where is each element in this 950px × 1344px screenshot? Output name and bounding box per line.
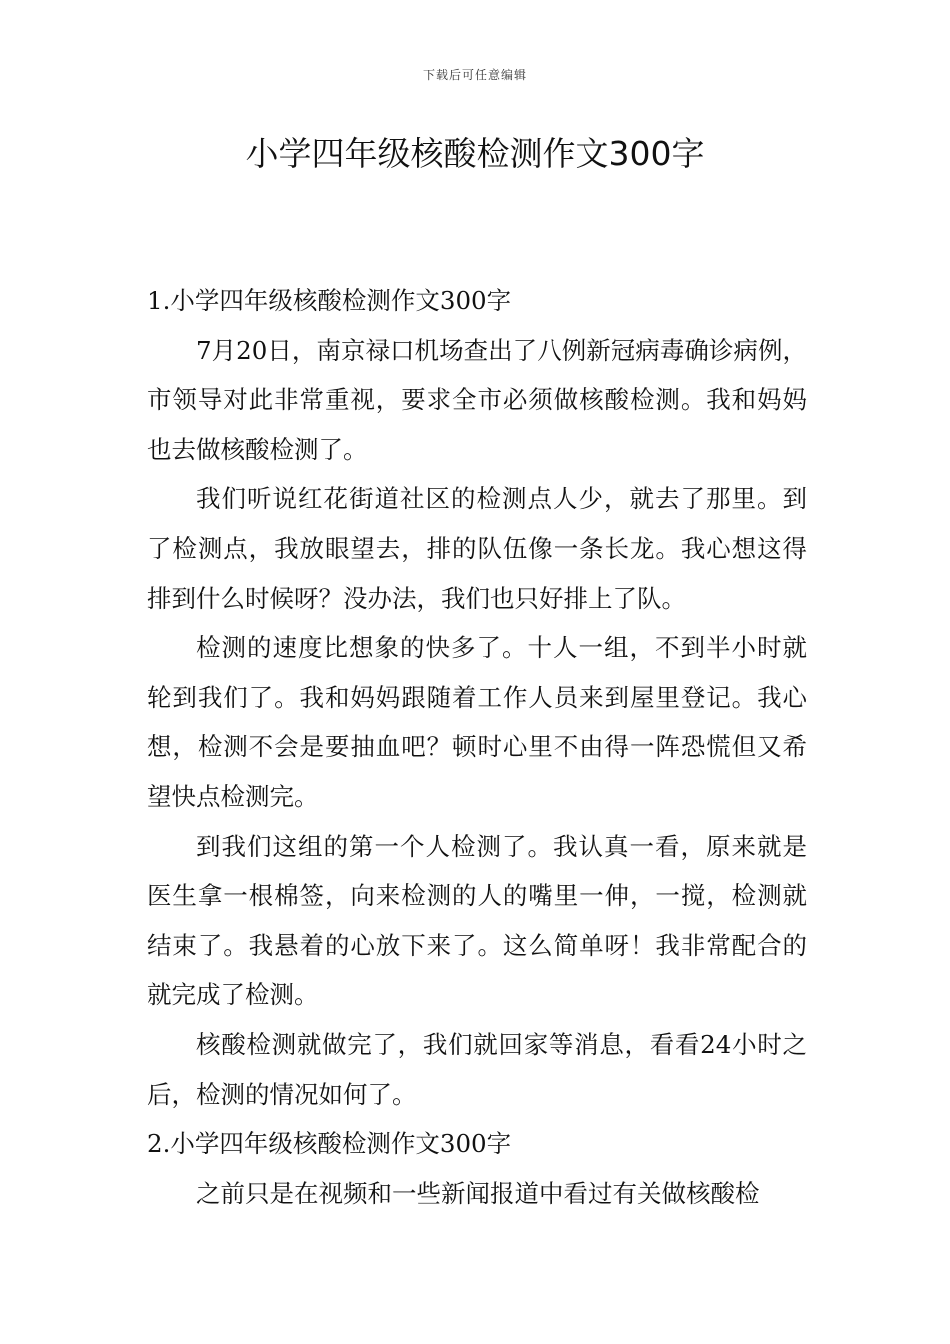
section-heading: 1.小学四年级核酸检测作文300字 xyxy=(147,286,512,315)
document-body xyxy=(147,276,807,1218)
paragraph: 7月20日，南京禄口机场查出了八例新冠病毒确诊病例，市领导对此非常重视，要求全市必须做核酸检测。我和妈妈也去做核酸检测了。 xyxy=(147,335,807,464)
paragraph: 我们听说红花街道社区的检测点人少，就去了那里。到了检测点，我放眼望去，排的队伍像一条长龙。我心想这得排到什么时候呀？没办法，我们也只好排上了队。 xyxy=(147,484,807,613)
paragraph: 核酸检测就做完了，我们就回家等消息，看看24小时之后，检测的情况如何了。 xyxy=(147,1029,807,1109)
paragraph: 到我们这组的第一个人检测了。我认真一看，原来就是医生拿一根棉签，向来检测的人的嘴里一伸，一搅，检测就结束了。我悬着的心放下来了。这么简单呀！我非常配合的就完成了检测。 xyxy=(147,831,807,1010)
paragraph: 之前只是在视频和一些新闻报道中看过有关做核酸检 xyxy=(196,1178,760,1208)
page-title: 小学四年级核酸检测作文300字 xyxy=(245,134,705,173)
paragraph: 检测的速度比想象的快多了。十人一组，不到半小时就轮到我们了。我和妈妈跟随着工作人员来到屋里登记。我心想，检测不会是要抽血吧？顿时心里不由得一阵恐慌但又希望快点检测完。 xyxy=(147,633,807,811)
header-note: 下载后可任意编辑 xyxy=(422,68,527,82)
section-heading: 2.小学四年级核酸检测作文300字 xyxy=(147,1129,512,1159)
